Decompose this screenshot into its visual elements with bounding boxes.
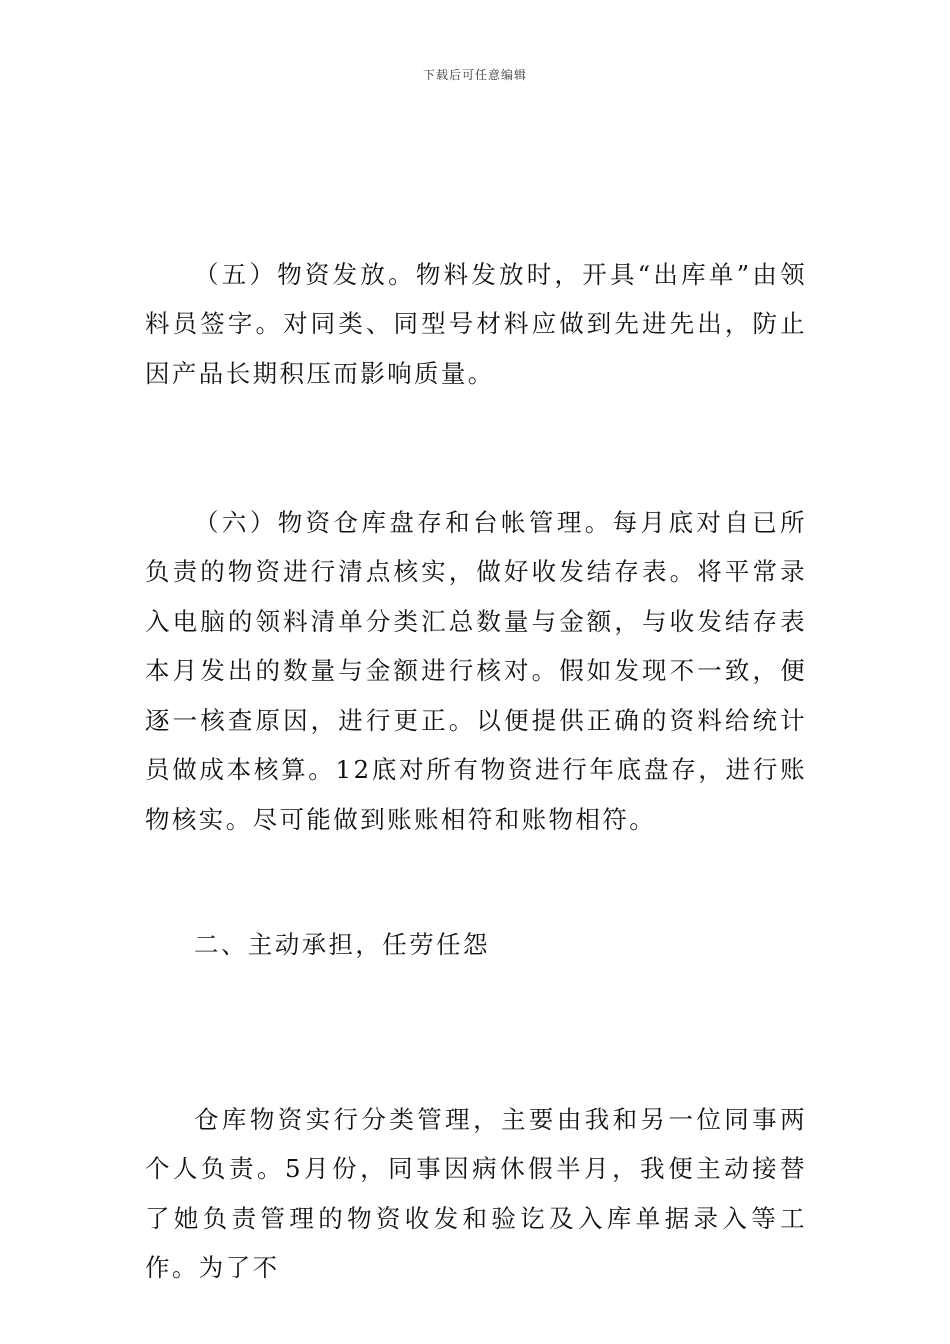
paragraph-inventory-ledger: （六）物资仓库盘存和台帐管理。每月底对自已所负责的物资进行清点核实，做好收发结存表。将平常录入电脑的领料清单分类汇总数量与金额，与收发结存表本月发出的数量与金额进行核对。假如发现不一致，便逐一核查原因，进行更正。以便提供正确的资料给统计员做成本核算。12底对所有物资进行年底盘存，进行账物核实。尽可能做到账账相符和账物相符。 — [145, 507, 807, 834]
paragraph-classified-management: 仓库物资实行分类管理，主要由我和另一位同事两个人负责。5月份，同事因病休假半月，我便主动接替了她负责管理的物资收发和验讫及入库单据录入等工作。为了不 — [145, 1104, 807, 1282]
paragraph-material-issuance: （五）物资发放。物料发放时，开具“出库单”由领料员签字。对同类、同型号材料应做到先进先出，防止因产品长期积压而影响质量。 — [145, 259, 807, 388]
section-heading: 二、主动承担，任劳任怨 — [194, 930, 490, 959]
header-note: 下载后可任意编辑 — [422, 68, 527, 82]
